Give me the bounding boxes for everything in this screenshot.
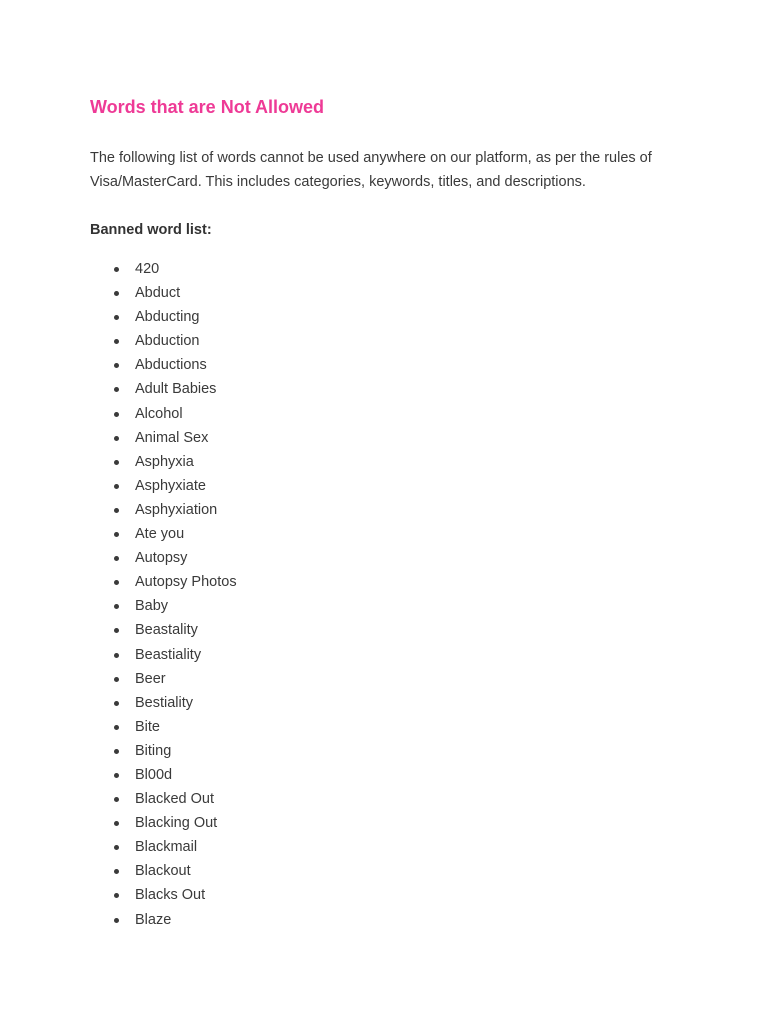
list-item-label: Bite bbox=[135, 718, 160, 735]
bullet-icon bbox=[114, 484, 119, 489]
bullet-icon bbox=[114, 436, 119, 441]
list-item-label: Bl00d bbox=[135, 766, 173, 783]
bullet-icon bbox=[114, 604, 119, 609]
list-item bbox=[90, 570, 690, 594]
list-item-label: Autopsy bbox=[135, 550, 188, 567]
bullet-icon bbox=[114, 387, 119, 392]
list-item bbox=[90, 474, 690, 498]
banned-word-list bbox=[90, 257, 690, 932]
list-item-label: Blacks Out bbox=[135, 887, 206, 904]
bullet-icon bbox=[114, 869, 119, 874]
bullet-icon bbox=[114, 701, 119, 706]
list-item-label: Ate you bbox=[135, 526, 185, 543]
list-item bbox=[90, 281, 690, 305]
list-item-label: Bestiality bbox=[135, 694, 194, 711]
list-item bbox=[90, 522, 690, 546]
list-item bbox=[90, 667, 690, 691]
list-item bbox=[90, 353, 690, 377]
bullet-icon bbox=[114, 725, 119, 730]
bullet-icon bbox=[114, 412, 119, 417]
list-heading: Banned word list: bbox=[90, 222, 212, 238]
intro-line-2: Visa/MasterCard. This includes categories, keywords, titles, and descriptions. bbox=[90, 174, 586, 190]
list-item bbox=[90, 763, 690, 787]
list-item-label: Asphyxiation bbox=[135, 501, 218, 518]
page-title: Words that are Not Allowed bbox=[90, 97, 325, 117]
bullet-icon bbox=[114, 893, 119, 898]
bullet-icon bbox=[114, 339, 119, 344]
list-item bbox=[90, 715, 690, 739]
list-item bbox=[90, 691, 690, 715]
list-item-label: Baby bbox=[135, 598, 169, 615]
list-item bbox=[90, 257, 690, 281]
list-item bbox=[90, 883, 690, 907]
bullet-icon bbox=[114, 628, 119, 633]
list-item bbox=[90, 859, 690, 883]
list-item-label: Beastality bbox=[135, 622, 198, 639]
list-item-label: Blackmail bbox=[135, 839, 198, 856]
list-item bbox=[90, 908, 690, 932]
bullet-icon bbox=[114, 267, 119, 272]
bullet-icon bbox=[114, 773, 119, 778]
list-item bbox=[90, 546, 690, 570]
list-item-label: Biting bbox=[135, 742, 172, 759]
list-item-label: Blackout bbox=[135, 863, 191, 880]
document-page bbox=[90, 94, 690, 932]
bullet-icon bbox=[114, 749, 119, 754]
list-item bbox=[90, 426, 690, 450]
list-item bbox=[90, 618, 690, 642]
list-item-label: Blaze bbox=[135, 911, 172, 928]
list-item bbox=[90, 811, 690, 835]
list-item bbox=[90, 739, 690, 763]
bullet-icon bbox=[114, 315, 119, 320]
bullet-icon bbox=[114, 556, 119, 561]
intro-line-1: The following list of words cannot be used anywhere on our platform, as per the rules of bbox=[90, 150, 652, 166]
list-item bbox=[90, 450, 690, 474]
list-item bbox=[90, 594, 690, 618]
list-item-label: Asphyxiate bbox=[135, 477, 206, 494]
list-item bbox=[90, 402, 690, 426]
bullet-icon bbox=[114, 845, 119, 850]
list-item bbox=[90, 835, 690, 859]
list-item bbox=[90, 498, 690, 522]
list-item-label: 420 bbox=[135, 261, 160, 277]
intro-paragraph bbox=[90, 146, 690, 194]
list-item-label: Abduct bbox=[135, 285, 181, 302]
list-item-label: Abductions bbox=[135, 357, 207, 374]
bullet-icon bbox=[114, 532, 119, 537]
list-item bbox=[90, 643, 690, 667]
bullet-icon bbox=[114, 821, 119, 826]
list-item-label: Blacked Out bbox=[135, 791, 214, 808]
bullet-icon bbox=[114, 580, 119, 585]
list-item-label: Abducting bbox=[135, 309, 200, 326]
list-item-label: Abduction bbox=[135, 333, 200, 350]
list-item bbox=[90, 305, 690, 329]
list-item-label: Blacking Out bbox=[135, 815, 218, 832]
bullet-icon bbox=[114, 918, 119, 923]
list-item-label: Animal Sex bbox=[135, 429, 209, 446]
bullet-icon bbox=[114, 291, 119, 296]
list-item-label: Autopsy Photos bbox=[135, 574, 237, 591]
list-item-label: Beastiality bbox=[135, 646, 202, 663]
bullet-icon bbox=[114, 653, 119, 658]
bullet-icon bbox=[114, 363, 119, 368]
bullet-icon bbox=[114, 460, 119, 465]
list-item-label: Beer bbox=[135, 670, 166, 687]
list-item bbox=[90, 377, 690, 401]
list-item bbox=[90, 787, 690, 811]
list-item-label: Alcohol bbox=[135, 405, 183, 422]
bullet-icon bbox=[114, 797, 119, 802]
list-item-label: Asphyxia bbox=[135, 453, 194, 470]
bullet-icon bbox=[114, 677, 119, 682]
list-item-label: Adult Babies bbox=[135, 381, 217, 398]
bullet-icon bbox=[114, 508, 119, 513]
list-item bbox=[90, 329, 690, 353]
